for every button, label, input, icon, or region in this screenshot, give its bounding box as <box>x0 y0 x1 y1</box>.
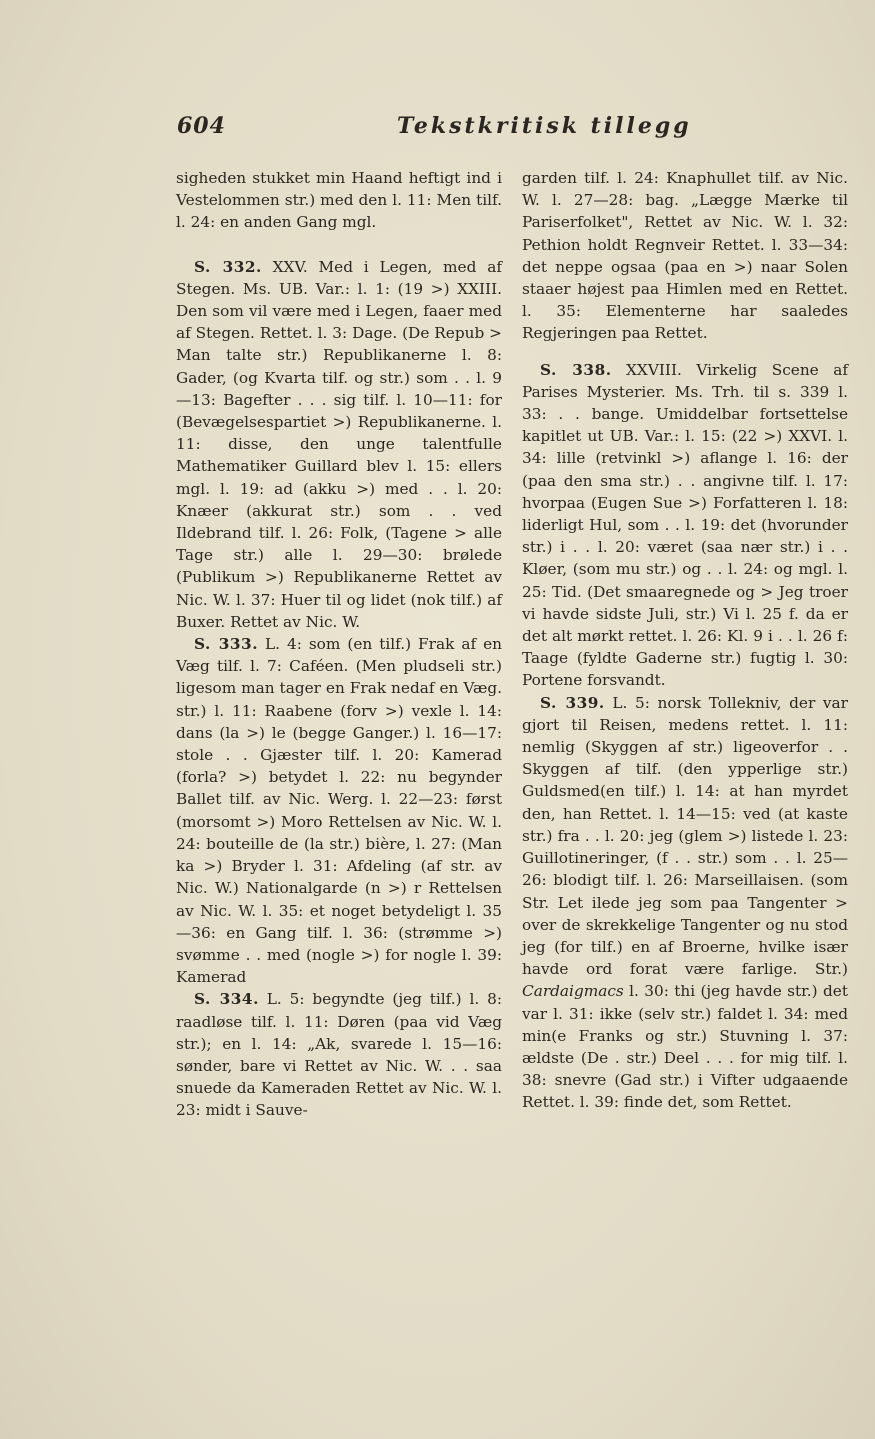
section-text: l. 30: thi (jeg havde str.) det var l. 31: ikke (selv str.) faldet l. 34: med min(e Franks og str.) Stuvning l. 37: ældste (De . str.) Deel . . . for mig tilf. l. 38: snevre (Gad str.) i Vifter udgaaende Rettet. l. 39: finde det, som Rettet. <box>522 982 848 1112</box>
section-332 <box>176 256 502 633</box>
page-number: 604 <box>177 113 226 139</box>
section-label: S. 339. <box>540 693 605 712</box>
section-label: S. 334. <box>194 990 259 1009</box>
paragraph: sigheden stukket min Haand heftigt ind i Vestelommen str.) med den l. 11: Men tilf. l. 24: en anden Gang mgl. <box>176 169 502 232</box>
paragraph: garden tilf. l. 24: Knaphullet tilf. av Nic. W. l. 27—28: bag. „Lægge Mærke til Pariserfolket", Rettet av Nic. W. l. 32: Pethion holdt Regnveir Rettet. l. 33—34: det neppe ogsaa (paa en >) naar Solen staaer højest paa Himlen med en Rettet. l. 35: Elementerne har saaledes Regjeringen paa Rettet. <box>522 169 848 343</box>
running-title: Tekstkritisk tillegg <box>397 113 692 139</box>
section-label: S. 332. <box>194 257 262 276</box>
section-text: L. 5: norsk Tollekniv, der var gjort til Reisen, medens rettet. l. 11: nemlig (Skyggen af str.) ligeoverfor . . Skyggen af tilf. (den ypperlige str.) Guldsmed(en tilf.) l. 14: at han myrdet den, han Rettet. l. 14—15: ved (at kaste str.) fra . . l. 20: jeg (glem >) listede l. 23: Guillotineringer, (f . . str.) som . . l. 25—26: blodigt tilf. l. 26: Marseillaisen. (som Str. Let ilede jeg som paa Tangenter > over de skrekkelige Tangenter og nu stod jeg (for tilf.) en af Broerne, hvilke især havde ord forat være farlige. Str.) <box>522 693 848 979</box>
right-column <box>522 167 848 1114</box>
italic-term: Cardaigmacs <box>522 982 624 1001</box>
section-text: L. 4: som (en tilf.) Frak af en Væg tilf. l. 7: Caféen. (Men pludseli str.) ligesom man tager en Frak nedaf en Væg. str.) l. 11: Raabene (forv >) vexle l. 14: dans (la >) le (begge Ganger.) l. 16—17: stole . . Gjæster tilf. l. 20: Kamerad (forla? >) betydet l. 22: nu begynder Ballet tilf. av Nic. Werg. l. 22—23: først (morsomt >) Moro Rettelsen av Nic. W. l. 24: bouteille de (la str.) bière, l. 27: (Man ka >) Bryder l. 31: Afdeling (af str. av Nic. W.) Nationalgarde (n >) r Rettelsen av Nic. W. l. 35: et noget betydeligt l. 35—36: en Gang tilf. l. 36: (strømme >) svømme . . med (nogle >) for nogle l. 39: Kamerad <box>176 635 502 987</box>
section-338 <box>522 359 848 692</box>
left-column <box>176 167 502 1122</box>
section-333 <box>176 633 502 988</box>
section-text: XXVIII. Virkelig Scene af Parises Mysterier. Ms. Trh. til s. 339 l. 33: . . bange. Umiddelbar fortsettelse kapitlet ut UB. Var.: l. 15: (22 >) XXVI. l. 34: lille (retvinkl >) aflange l. 16: der (paa den sma str.) . . angivne tilf. l. 17: hvorpaa (Eugen Sue >) Forfatteren l. 18: liderligt Hul, som . . l. 19: det (hvorunder str.) i . . l. 20: været (saa nær str.) i . . Kløer, (som mu str.) og . . l. 24: og mgl. l. 25: Tid. (Det smaaregnede og > Jeg troer vi havde sidste Juli, str.) Vi l. 25 f. da er det alt mørkt rettet. l. 26: Kl. 9 i . . l. 26 f: Taage (fyldte Gaderne str.) fugtig l. 30: Portene forsvandt. <box>522 360 848 690</box>
section-label: S. 333. <box>194 635 259 654</box>
section-334 <box>176 988 502 1121</box>
page-header <box>177 113 697 149</box>
section-339 <box>522 692 848 1114</box>
section-label: S. 338. <box>540 360 612 379</box>
section-text: XXV. Med i Legen, med af Stegen. Ms. UB. Var.: l. 1: (19 >) XXIII. Den som vil være med i Legen, faaer med af Stegen. Rettet. l. 3: Dage. (De Repub > Man talte str.) Republikanerne l. 8: Gader, (og Kvarta tilf. og str.) som . . l. 9—13: Bagefter . . . sig tilf. l. 10—11: for (Bevægelsespartiet >) Republikanerne. l. 11: disse, den unge talentfulle Mathematiker Guillard blev l. 15: ellers mgl. l. 19: ad (akku >) med . . l. 20: Knæer (akkurat str.) som . . ved Ildebrand tilf. l. 26: Folk, (Tagene > alle Tage str.) alle l. 29—30: brølede (Publikum >) Republikanerne Rettet av Nic. W. l. 37: Huer til og lidet (nok tilf.) af Buxer. Rettet av Nic. W. <box>176 257 502 631</box>
section-text: L. 5: begyndte (jeg tilf.) l. 8: raadløse tilf. l. 11: Døren (paa vid Væg str.); en l. 14: „Ak, svarede l. 15—16: sønder, bare vi Rettet av Nic. W. . . saa snuede da Kameraden Rettet av Nic. W. l. 23: midt i Sauve- <box>176 990 502 1120</box>
